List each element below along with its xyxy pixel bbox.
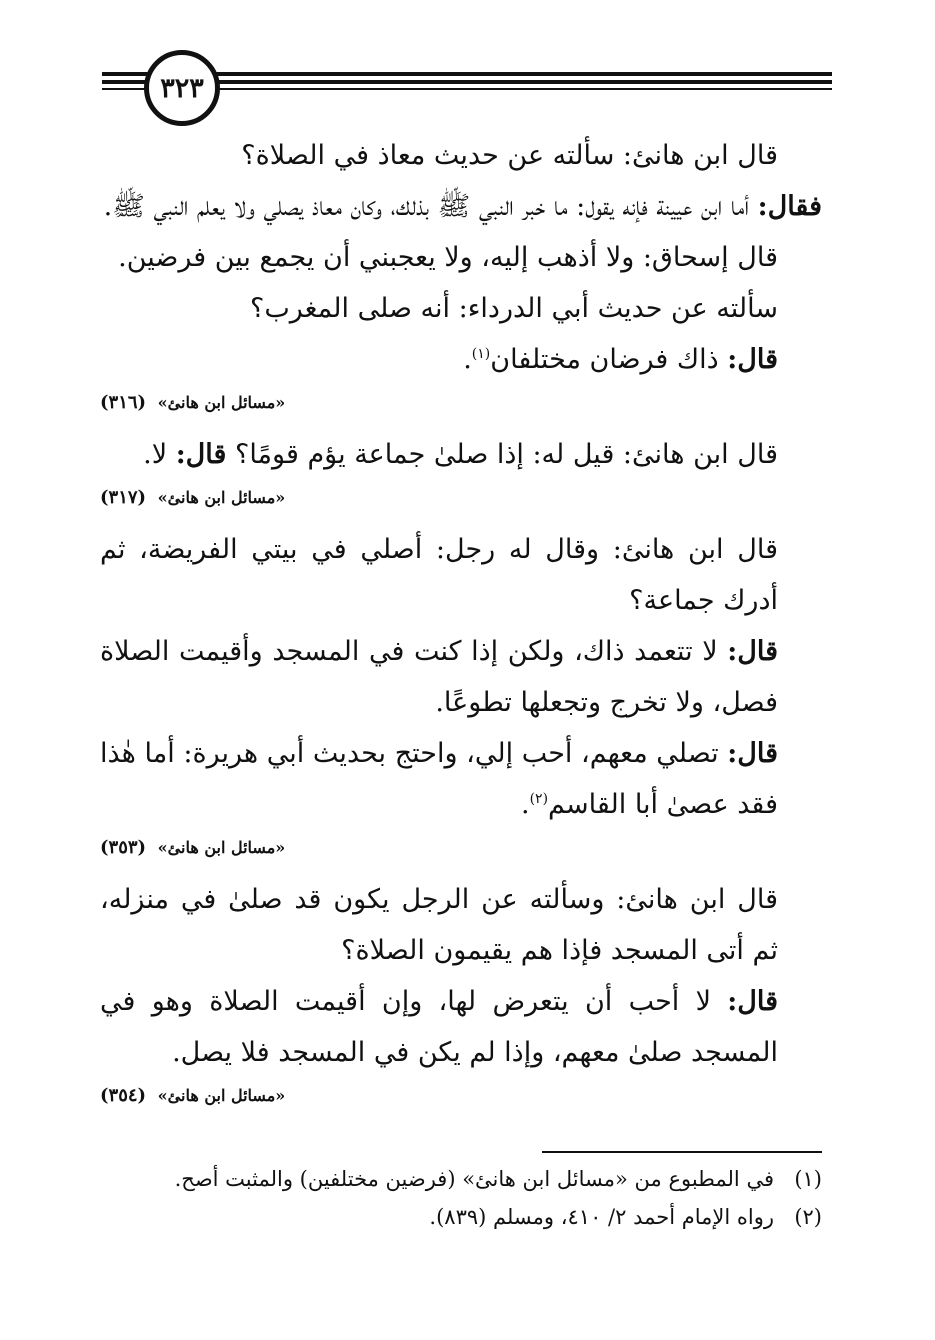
source-label: «مسائل ابن هانئ»	[157, 393, 286, 412]
paragraph-text: ذاك فرضان مختلفان	[490, 344, 728, 375]
paragraph-text: لا أحب أن يتعرض لها، وإن أقيمت الصلاة وهو في المسجد صلىٰ معهم، وإذا لم يكن في المسجد فلا يصل.	[100, 986, 778, 1068]
footnote	[100, 1160, 822, 1198]
paragraph	[100, 728, 822, 830]
source-label: «مسائل ابن هانئ»	[157, 488, 286, 507]
paragraph	[100, 283, 822, 334]
paragraph	[100, 429, 822, 480]
footnote-ref[interactable]: (١)	[471, 346, 491, 362]
footnote-number: (١)	[794, 1167, 822, 1191]
paragraph-end: .	[463, 344, 472, 375]
paragraph-text: قال ابن هانئ: قيل له: إذا صلىٰ جماعة يؤم قومًا؟	[226, 439, 778, 470]
paragraph	[100, 181, 822, 232]
source-label: «مسائل ابن هانئ»	[157, 1086, 286, 1105]
paragraph-text: أما ابن عيينة فإنه يقول: ما خبر النبي ﷺ بذلك، وكان معاذ يصلي ولا يعلم النبي ﷺ.	[103, 191, 758, 222]
source-citation	[100, 1084, 822, 1108]
paragraph	[100, 334, 822, 385]
paragraph	[100, 232, 822, 283]
source-citation	[100, 836, 822, 860]
paragraph	[100, 626, 822, 728]
page-header	[102, 50, 832, 130]
footnote	[100, 1198, 822, 1236]
footnote-text: في المطبوع من «مسائل ابن هانئ» (فرضين مختلفين) والمثبت أصح.	[174, 1167, 774, 1191]
paragraph	[100, 130, 822, 181]
paragraph-end: .	[520, 789, 530, 820]
source-citation	[100, 486, 822, 510]
paragraph-text: قال ابن هانئ: وسألته عن الرجل يكون قد صلىٰ في منزله، ثم أتى المسجد فإذا هم يقيمون الصلاة؟	[100, 884, 778, 966]
footnote-number: (٢)	[794, 1205, 822, 1229]
paragraph-text: قال ابن هانئ: سألته عن حديث معاذ في الصلاة؟	[241, 140, 778, 171]
footnotes	[100, 1160, 822, 1236]
footnote-ref[interactable]: (٢)	[529, 791, 549, 807]
source-label: «مسائل ابن هانئ»	[157, 838, 286, 857]
speaker-label: قال:	[727, 344, 778, 375]
paragraph-text: قال ابن هانئ: وقال له رجل: أصلي في بيتي الفريضة، ثم أدرك جماعة؟	[100, 534, 778, 616]
source-number: (٣٥٤)	[100, 1085, 147, 1106]
page-number: ٣٢٣	[144, 50, 220, 126]
paragraph	[100, 976, 822, 1078]
paragraph-text: قال إسحاق: ولا أذهب إليه، ولا يعجبني أن يجمع بين فرضين.	[118, 242, 778, 273]
source-number: (٣١٧)	[100, 487, 147, 508]
page-body	[100, 130, 822, 1122]
paragraph-text: تصلي معهم، أحب إلي، واحتج بحديث أبي هريرة: أما هٰذا فقد عصىٰ أبا القاسم	[100, 738, 778, 820]
paragraph-text: سألته عن حديث أبي الدرداء: أنه صلى المغرب؟	[250, 293, 778, 324]
footnote-text: رواه الإمام أحمد ٢/ ٤١٠، ومسلم (٨٣٩).	[429, 1205, 774, 1229]
paragraph	[100, 524, 822, 626]
speaker-label: قال:	[727, 636, 778, 667]
paragraph	[100, 874, 822, 976]
speaker-label: قال:	[727, 738, 778, 769]
paragraph-end: لا.	[143, 439, 176, 470]
source-citation	[100, 391, 822, 415]
speaker-label: قال:	[175, 439, 227, 470]
source-number: (٣٥٣)	[100, 837, 147, 858]
source-number: (٣١٦)	[100, 392, 147, 413]
speaker-label: قال:	[727, 986, 778, 1017]
speaker-label: فقال:	[757, 191, 822, 222]
paragraph-text: لا تتعمد ذاك، ولكن إذا كنت في المسجد وأقيمت الصلاة فصل، ولا تخرج وتجعلها تطوعًا.	[100, 636, 778, 718]
footnote-divider	[542, 1151, 822, 1153]
